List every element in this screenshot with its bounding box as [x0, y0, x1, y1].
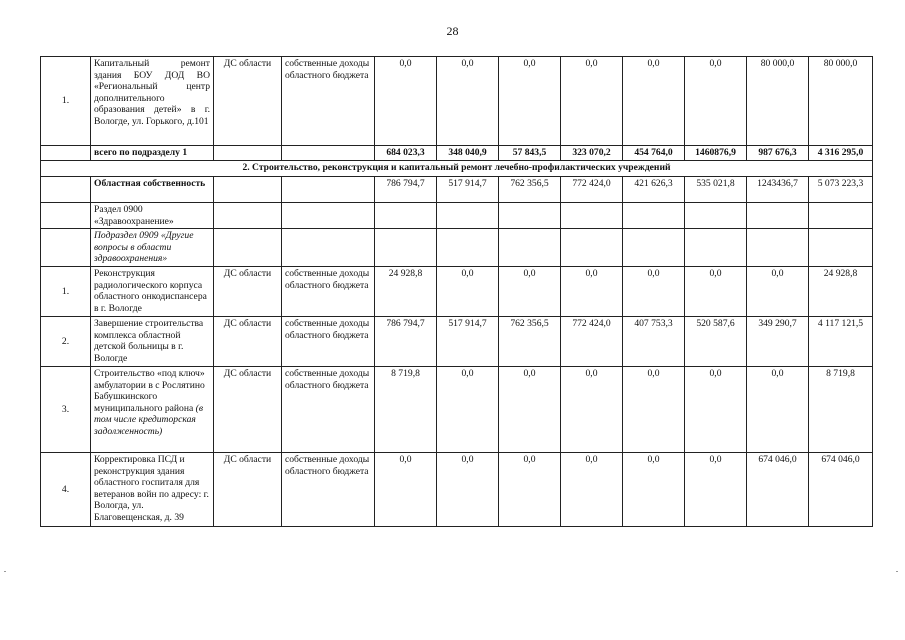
value-cell: 349 290,7	[747, 317, 809, 367]
funding-source: собственные доходы областного бюджета	[282, 453, 375, 527]
value-cell: 0,0	[499, 57, 561, 146]
value-cell: 0,0	[561, 453, 623, 527]
scan-mark	[896, 571, 898, 572]
value-cell: 323 070,2	[561, 146, 623, 161]
funding-source: собственные доходы областного бюджета	[282, 267, 375, 317]
value-cell: 1460876,9	[685, 146, 747, 161]
value-cell: 421 626,3	[623, 177, 685, 203]
value-cell: 786 794,7	[375, 177, 437, 203]
empty-cell	[685, 203, 747, 229]
empty-cell	[214, 203, 282, 229]
empty-cell	[214, 177, 282, 203]
value-cell: 762 356,5	[499, 317, 561, 367]
value-cell: 0,0	[499, 367, 561, 453]
value-cell: 762 356,5	[499, 177, 561, 203]
object-name-note: (в том числе кредиторская задолженность)	[94, 402, 204, 437]
customer: ДС области	[214, 317, 282, 367]
customer: ДС области	[214, 267, 282, 317]
razdel-row	[41, 203, 873, 229]
empty-cell	[375, 203, 437, 229]
value-cell: 80 000,0	[809, 57, 873, 146]
row-number: 2.	[41, 317, 91, 367]
funding-source: собственные доходы областного бюджета	[282, 317, 375, 367]
value-cell: 0,0	[747, 267, 809, 317]
oblast-property-row	[41, 177, 873, 203]
value-cell: 0,0	[747, 367, 809, 453]
empty-cell	[214, 146, 282, 161]
value-cell: 674 046,0	[809, 453, 873, 527]
value-cell: 1243436,7	[747, 177, 809, 203]
value-cell: 0,0	[499, 453, 561, 527]
empty-cell	[685, 229, 747, 267]
value-cell: 0,0	[437, 367, 499, 453]
value-cell: 4 316 295,0	[809, 146, 873, 161]
value-cell: 0,0	[685, 453, 747, 527]
empty-cell	[282, 177, 375, 203]
table-row	[41, 267, 873, 317]
empty-cell	[809, 203, 873, 229]
value-cell: 0,0	[375, 453, 437, 527]
value-cell: 80 000,0	[747, 57, 809, 146]
value-cell: 520 587,6	[685, 317, 747, 367]
value-cell: 0,0	[623, 57, 685, 146]
empty-cell	[499, 203, 561, 229]
value-cell: 0,0	[623, 453, 685, 527]
empty-cell	[437, 203, 499, 229]
value-cell: 4 117 121,5	[809, 317, 873, 367]
customer: ДС области	[214, 57, 282, 146]
oblast-property-label: Областная собственность	[91, 177, 214, 203]
table-row	[41, 367, 873, 453]
empty-cell	[561, 203, 623, 229]
object-name: Корректировка ПСД и реконструкция здания областного госпиталя для ветеранов войн по адресу: г. Вологда, ул. Благовещенская, д. 39	[91, 453, 214, 527]
empty-cell	[214, 229, 282, 267]
empty-cell	[809, 229, 873, 267]
value-cell: 0,0	[437, 453, 499, 527]
object-name: Реконструкция радиологического корпуса областного онкодиспансера в г. Вологде	[91, 267, 214, 317]
section-header-row	[41, 161, 873, 177]
empty-cell	[282, 203, 375, 229]
value-cell: 0,0	[561, 367, 623, 453]
value-cell: 517 914,7	[437, 177, 499, 203]
object-name: Капитальный ремонт здания БОУ ДОД ВО «Региональный центр дополнительного образования детей» в г. Вологде, ул. Горького, д.101	[91, 57, 214, 146]
value-cell: 454 764,0	[623, 146, 685, 161]
object-name	[91, 367, 214, 453]
budget-table	[40, 56, 873, 527]
value-cell: 0,0	[685, 267, 747, 317]
value-cell: 57 843,5	[499, 146, 561, 161]
value-cell: 0,0	[561, 267, 623, 317]
empty-cell	[41, 203, 91, 229]
value-cell: 674 046,0	[747, 453, 809, 527]
subtotal-row	[41, 146, 873, 161]
value-cell: 786 794,7	[375, 317, 437, 367]
value-cell: 772 424,0	[561, 317, 623, 367]
empty-cell	[41, 146, 91, 161]
table-row	[41, 57, 873, 146]
empty-cell	[41, 177, 91, 203]
subtotal-label: всего по подразделу 1	[91, 146, 214, 161]
table-row	[41, 317, 873, 367]
empty-cell	[282, 146, 375, 161]
scan-mark	[4, 571, 6, 572]
row-number: 1.	[41, 57, 91, 146]
value-cell: 407 753,3	[623, 317, 685, 367]
value-cell: 0,0	[437, 267, 499, 317]
value-cell: 8 719,8	[375, 367, 437, 453]
value-cell: 24 928,8	[375, 267, 437, 317]
empty-cell	[375, 229, 437, 267]
value-cell: 0,0	[499, 267, 561, 317]
empty-cell	[747, 229, 809, 267]
page-number: 28	[446, 24, 459, 38]
podrazdel-row	[41, 229, 873, 267]
value-cell: 8 719,8	[809, 367, 873, 453]
empty-cell	[623, 203, 685, 229]
object-name-text: Строительство «под ключ» амбулатории в с Рослятино Бабушкинского муниципального района	[94, 368, 205, 414]
value-cell: 517 914,7	[437, 317, 499, 367]
object-name: Завершение строительства комплекса областной детской больницы в г. Вологде	[91, 317, 214, 367]
empty-cell	[437, 229, 499, 267]
razdel-label: Раздел 0900 «Здравоохранение»	[91, 203, 214, 229]
value-cell: 0,0	[375, 57, 437, 146]
section-title: 2. Строительство, реконструкция и капитальный ремонт лечебно-профилактических учреждений	[41, 161, 873, 177]
row-number: 4.	[41, 453, 91, 527]
empty-cell	[747, 203, 809, 229]
value-cell: 535 021,8	[685, 177, 747, 203]
value-cell: 24 928,8	[809, 267, 873, 317]
value-cell: 0,0	[561, 57, 623, 146]
row-number: 1.	[41, 267, 91, 317]
empty-cell	[282, 229, 375, 267]
row-number: 3.	[41, 367, 91, 453]
customer: ДС области	[214, 453, 282, 527]
value-cell: 684 023,3	[375, 146, 437, 161]
empty-cell	[41, 229, 91, 267]
value-cell: 987 676,3	[747, 146, 809, 161]
funding-source: собственные доходы областного бюджета	[282, 57, 375, 146]
value-cell: 5 073 223,3	[809, 177, 873, 203]
empty-cell	[561, 229, 623, 267]
value-cell: 348 040,9	[437, 146, 499, 161]
value-cell: 0,0	[623, 367, 685, 453]
empty-cell	[499, 229, 561, 267]
funding-source: собственные доходы областного бюджета	[282, 367, 375, 453]
customer: ДС области	[214, 367, 282, 453]
value-cell: 772 424,0	[561, 177, 623, 203]
value-cell: 0,0	[685, 57, 747, 146]
value-cell: 0,0	[437, 57, 499, 146]
table-row	[41, 453, 873, 527]
podrazdel-label: Подраздел 0909 «Другие вопросы в области здравоохранения»	[91, 229, 214, 267]
empty-cell	[623, 229, 685, 267]
value-cell: 0,0	[623, 267, 685, 317]
value-cell: 0,0	[685, 367, 747, 453]
